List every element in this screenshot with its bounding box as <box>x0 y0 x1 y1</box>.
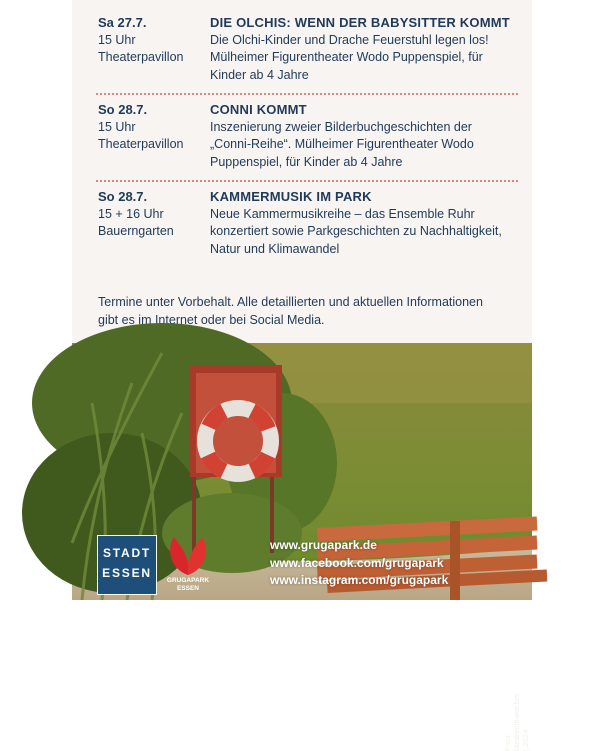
grugapark-logo-label <box>164 577 212 592</box>
event-when <box>98 188 206 241</box>
logo-text: GRUGAPARK <box>166 577 210 584</box>
event-description-line: Inszenierung zweier Bilderbuchgeschichten der <box>210 119 472 134</box>
event-time: 15 Uhr <box>98 32 136 47</box>
event-entry <box>98 188 518 274</box>
event-description-line: „Conni-Reihe“. Mülheimer Figurentheater Wodo <box>210 137 474 151</box>
grugapark-leaf-icon <box>164 535 212 577</box>
event-entry <box>98 101 518 187</box>
photo-credit: Foto: Medienmalocher | 2024 <box>503 693 530 751</box>
event-details <box>210 188 520 258</box>
instagram-link[interactable]: www.instagram.com/grugapark <box>270 573 449 587</box>
grugapark-logo <box>164 535 212 597</box>
event-description-line: Die Olchi-Kinder und Drache Feuerstuhl legen los! <box>210 32 489 47</box>
disclaimer-line: Termine unter Vorbehalt. Alle detaillierten und aktuellen Informationen <box>98 295 483 309</box>
logo-text: ESSEN <box>102 566 152 580</box>
event-description-line: konzertiert sowie Parkgeschichten zu Nachhaltigkeit, <box>210 224 502 238</box>
event-description-line: Kinder ab 4 Jahre <box>210 67 309 82</box>
dotted-separator <box>96 180 518 182</box>
event-description-line: Mülheimer Figurentheater Wodo Puppenspiel, für <box>210 50 483 64</box>
event-description-line: Neue Kammermusikreihe – das Ensemble Ruhr <box>210 206 475 221</box>
event-date: So 28.7. <box>98 189 148 204</box>
disclaimer-line: gibt es im Internet oder bei Social Media. <box>98 313 325 327</box>
logo-text: ESSEN <box>176 584 200 592</box>
event-description-line: Natur und Klimawandel <box>210 241 340 256</box>
event-date: So 28.7. <box>98 102 148 117</box>
event-entry <box>98 14 518 100</box>
event-title: CONNI KOMMT <box>210 102 307 117</box>
facebook-link[interactable]: www.facebook.com/grugapark <box>270 555 444 570</box>
flyer-page <box>72 0 532 751</box>
event-details <box>210 101 520 171</box>
event-date: Sa 27.7. <box>98 15 147 30</box>
dotted-separator <box>96 93 518 95</box>
event-title: KAMMERMUSIK IM PARK <box>210 189 372 204</box>
event-when <box>98 101 206 154</box>
event-description-line: Puppenspiel, für Kinder ab 4 Jahre <box>210 154 403 169</box>
event-when <box>98 14 206 67</box>
logo-text: STADT <box>102 546 152 560</box>
event-details <box>210 14 520 84</box>
website-link[interactable]: www.grugapark.de <box>270 538 377 552</box>
event-time: 15 + 16 Uhr <box>98 206 164 221</box>
event-location: Bauerngarten <box>98 224 174 238</box>
event-location: Theaterpavillon <box>98 137 184 151</box>
event-title: DIE OLCHIS: WENN DER BABYSITTER KOMMT <box>210 15 510 30</box>
web-links <box>270 537 448 590</box>
stadt-essen-logo <box>97 535 157 595</box>
event-time: 15 Uhr <box>98 119 136 134</box>
event-location: Theaterpavillon <box>98 50 184 64</box>
